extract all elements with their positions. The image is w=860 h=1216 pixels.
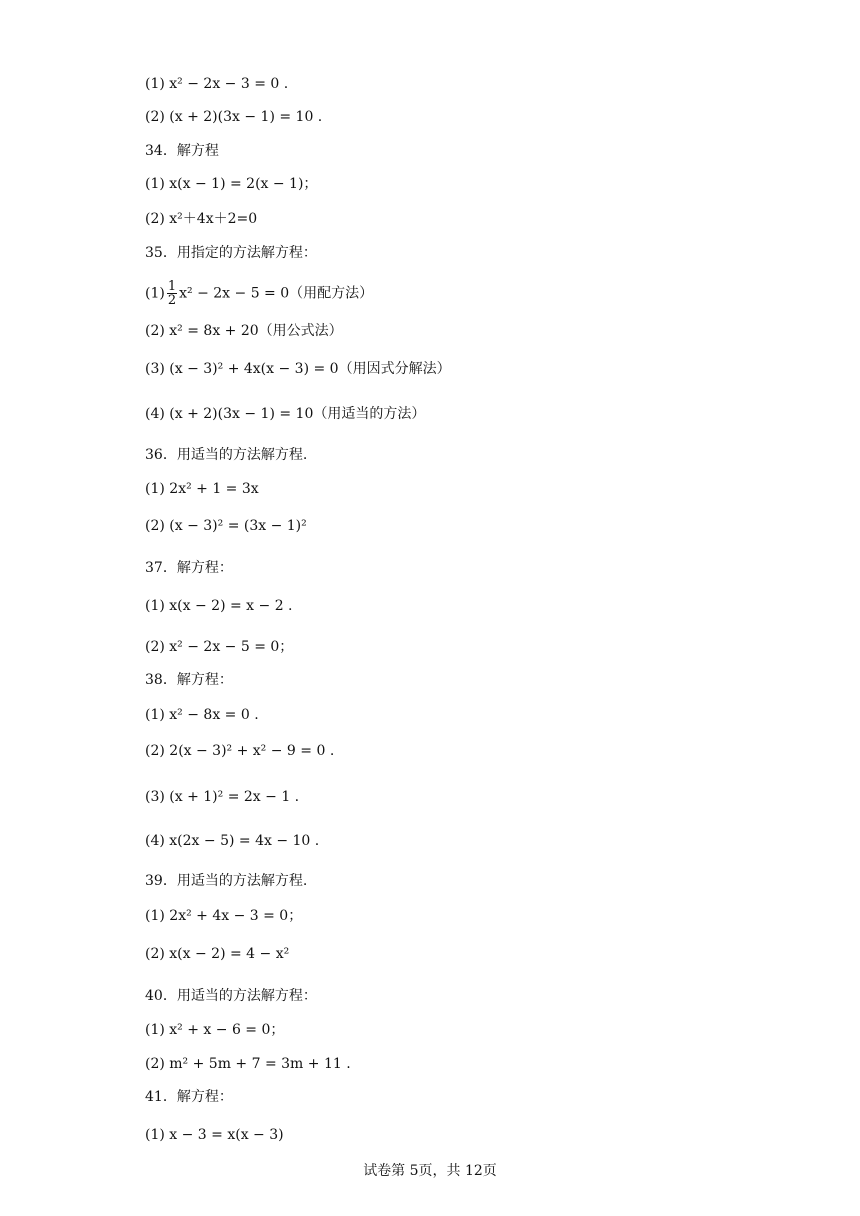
question-37-heading: 37．解方程：: [145, 560, 233, 576]
equation-38-1: (1) x² − 8x = 0 .: [145, 707, 259, 723]
equation-36-1: (1) 2x² + 1 = 3x: [145, 481, 259, 497]
equation-38-4: (4) x(2x − 5) = 4x − 10 .: [145, 833, 320, 849]
equation-33-2: (2) (x + 2)(3x − 1) = 10 .: [145, 109, 323, 125]
equation-36-2: (2) (x − 3)² = (3x − 1)²: [145, 518, 307, 534]
equation-35-3: (3) (x − 3)² + 4x(x − 3) = 0（用因式分解法）: [145, 361, 451, 377]
question-39-heading: 39．用适当的方法解方程.: [145, 873, 308, 889]
equation-35-2: (2) x² = 8x + 20（用公式法）: [145, 323, 343, 339]
equation-35-1: [145, 280, 373, 307]
question-38-heading: 38．解方程：: [145, 672, 233, 688]
question-34-heading: 34．解方程: [145, 143, 219, 159]
equation-35-1-prefix: (1): [145, 285, 165, 302]
equation-37-2: (2) x² − 2x − 5 = 0；: [145, 639, 294, 655]
equation-40-2: (2) m² + 5m + 7 = 3m + 11 .: [145, 1056, 351, 1072]
fraction-numerator: 1: [167, 279, 177, 294]
fraction-one-half: [167, 280, 177, 307]
fraction-denominator: 2: [167, 293, 177, 308]
page-footer: 试卷第 5页，共 12页: [363, 1163, 497, 1179]
question-36-heading: 36．用适当的方法解方程.: [145, 447, 308, 463]
equation-38-2: (2) 2(x − 3)² + x² − 9 = 0 .: [145, 743, 335, 759]
equation-38-3: (3) (x + 1)² = 2x − 1 .: [145, 789, 300, 805]
equation-33-1: (1) x² − 2x − 3 = 0 .: [145, 76, 289, 92]
equation-34-1: (1) x(x − 1) = 2(x − 1)；: [145, 176, 318, 192]
question-40-heading: 40．用适当的方法解方程：: [145, 988, 317, 1004]
question-41-heading: 41．解方程：: [145, 1089, 233, 1105]
equation-41-1: (1) x − 3 = x(x − 3): [145, 1127, 284, 1143]
question-35-heading: 35．用指定的方法解方程：: [145, 245, 317, 261]
equation-40-1: (1) x² + x − 6 = 0；: [145, 1022, 285, 1038]
equation-39-1: (1) 2x² + 4x − 3 = 0；: [145, 908, 303, 924]
equation-35-4: (4) (x + 2)(3x − 1) = 10（用适当的方法）: [145, 406, 426, 422]
equation-35-1-rest: x² − 2x − 5 = 0（用配方法）: [179, 285, 374, 302]
equation-39-2: (2) x(x − 2) = 4 − x²: [145, 946, 290, 962]
equation-37-1: (1) x(x − 2) = x − 2 .: [145, 598, 293, 614]
equation-34-2: (2) x²＋4x＋2=0: [145, 211, 258, 227]
